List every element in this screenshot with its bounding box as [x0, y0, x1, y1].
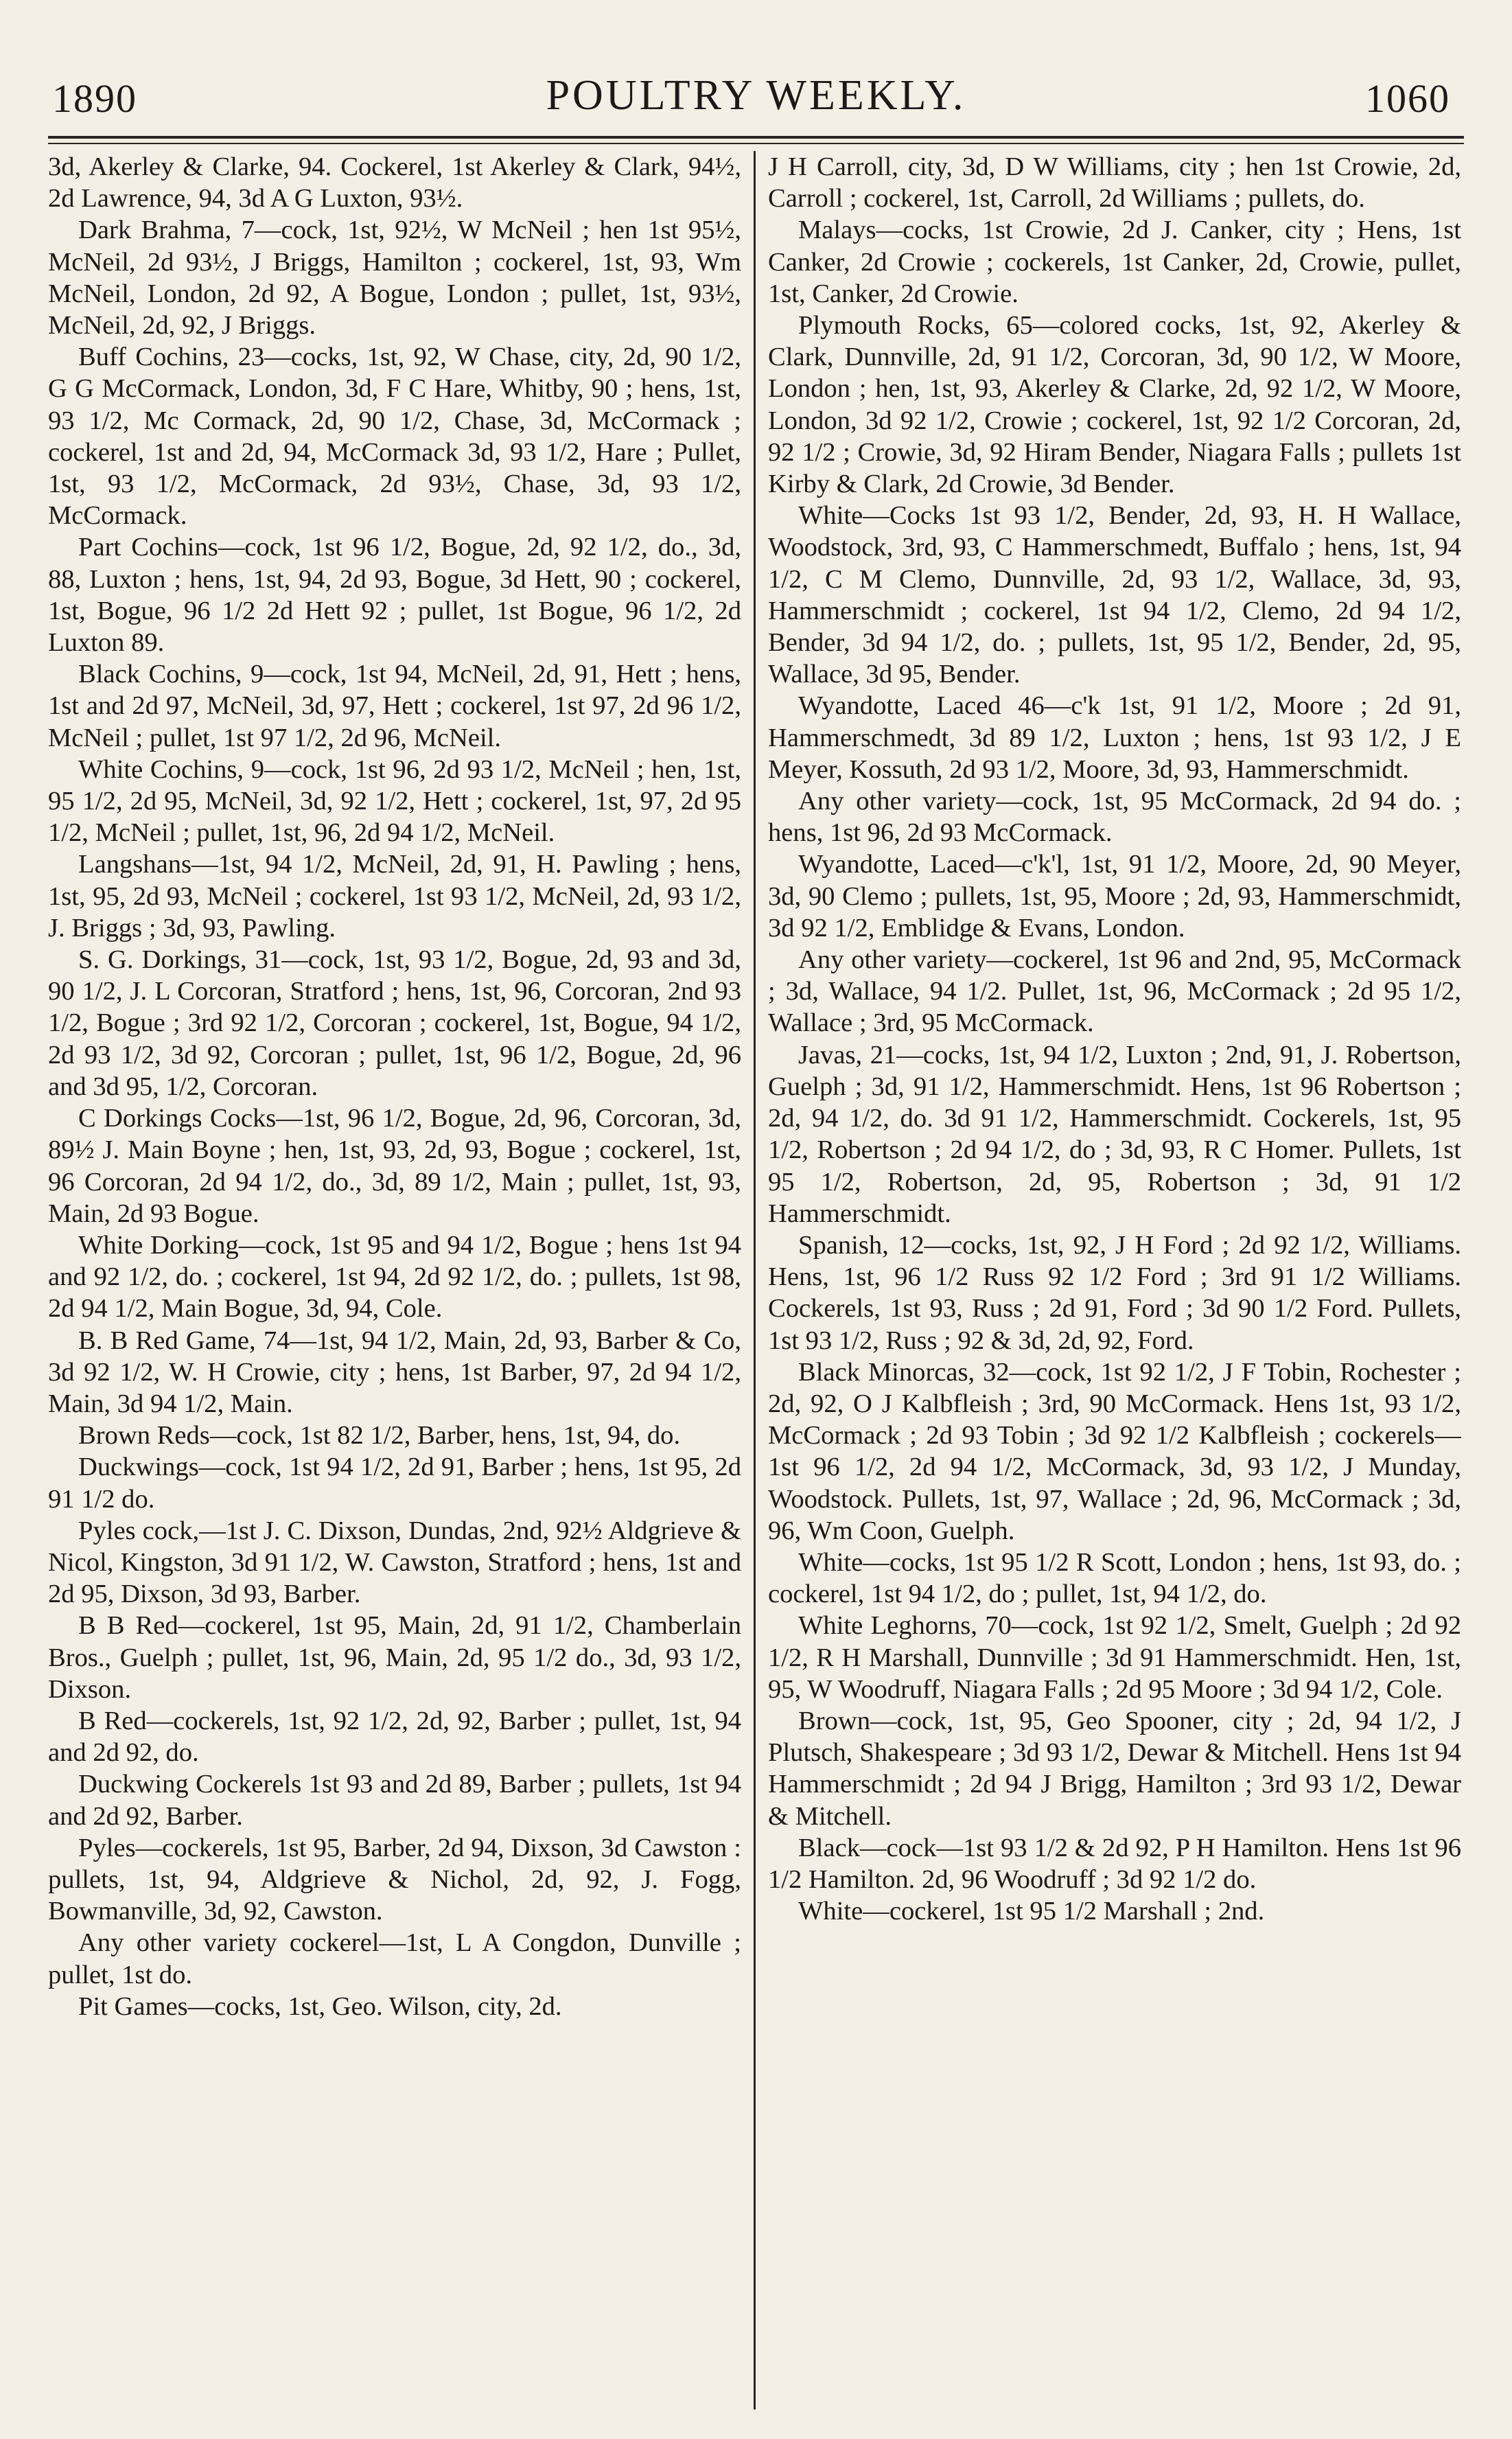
- list-item: Pyles—cockerels, 1st 95, Barber, 2d 94, Dixson, 3d Cawston : pullets, 1st, 94, Aldgrieve & Nichol, 2d, 92, J. Fogg, Bowmanville, 3d, 92, Cawston.: [48, 1833, 741, 1926]
- newspaper-page: [48, 48, 1464, 2409]
- list-item: Malays—cocks, 1st Crowie, 2d J. Canker, city ; Hens, 1st Canker, 2d Crowie ; cockerels, 1st Canker, 2d, Crowie, pullet, 1st, Canker, 2d Crowie.: [768, 216, 1461, 308]
- list-item: Wyandotte, Laced 46—c'k 1st, 91 1/2, Moore ; 2d 91, Hammerschmedt, 3d 89 1/2, Luxton ; hens, 1st 93 1/2, J E Meyer, Kossuth, 2d 93 1/2, Moore, 3d, 93, Hammerschmidt.: [768, 691, 1461, 784]
- list-item: White—cockerel, 1st 95 1/2 Marshall ; 2nd.: [798, 1897, 1265, 1926]
- list-item: Pit Games—cocks, 1st, Geo. Wilson, city, 2d.: [78, 1991, 562, 2021]
- list-item: Duckwings—cock, 1st 94 1/2, 2d 91, Barber ; hens, 1st 95, 2d 91 1/2 do.: [48, 1453, 741, 1514]
- list-item: Duckwing Cockerels 1st 93 and 2d 89, Barber ; pullets, 1st 94 and 2d 92, Barber.: [48, 1770, 741, 1831]
- header-rule: [48, 136, 1464, 139]
- list-item: White Leghorns, 70—cock, 1st 92 1/2, Smelt, Guelph ; 2d 92 1/2, R H Marshall, Dunnville ; 3d 91 Hammerschmidt. Hen, 1st, 95, W Woodruff, Niagara Falls ; 2d 95 Moore ; 3d 94 1/2, Cole.: [768, 1611, 1461, 1704]
- list-item: B Red—cockerels, 1st, 92 1/2, 2d, 92, Barber ; pullet, 1st, 94 and 2d 92, do.: [48, 1706, 741, 1768]
- list-item: White Dorking—cock, 1st 95 and 94 1/2, Bogue ; hens 1st 94 and 92 1/2, do. ; cockerel, 1st 94, 2d 92 1/2, do. ; pullets, 1st 98, 2d 94 1/2, Main Bogue, 3d, 94, Cole.: [48, 1230, 741, 1323]
- list-item: Any other variety—cockerel, 1st 96 and 2nd, 95, McCormack ; 3d, Wallace, 94 1/2. Pullet, 1st, 96, McCormack ; 2d 95 1/2, Wallace ; 3rd, 95 McCormack.: [768, 945, 1461, 1038]
- columns: [48, 151, 1464, 2409]
- list-item: Langshans—1st, 94 1/2, McNeil, 2d, 91, H. Pawling ; hens, 1st, 95, 2d 93, McNeil ; cockerel, 1st 93 1/2, McNeil, 2d, 93 1/2, J. Briggs ; 3d, 93, Pawling.: [48, 850, 741, 943]
- list-item: C Dorkings Cocks—1st, 96 1/2, Bogue, 2d, 96, Corcoran, 3d, 89½ J. Main Boyne ; hen, 1st, 93, 2d, 93, Bogue ; cockerel, 1st, 96 Corcoran, 2d 94 1/2, do., 3d, 89 1/2, Main ; pullet, 1st, 93, Main, 2d 93 Bogue.: [48, 1104, 741, 1228]
- list-item: White Cochins, 9—cock, 1st 96, 2d 93 1/2, McNeil ; hen, 1st, 95 1/2, 2d 95, McNeil, 3d, 92 1/2, Hett ; cockerel, 1st, 97, 2d 95 1/2, McNeil ; pullet, 1st, 96, 2d 94 1/2, McNeil.: [48, 754, 741, 848]
- list-item: Plymouth Rocks, 65—colored cocks, 1st, 92, Akerley & Clark, Dunnville, 2d, 91 1/2, Corcoran, 3d, 90 1/2, W Moore, London ; hen, 1st, 93, Akerley & Clarke, 2d, 92 1/2, W Moore, London, 3d 92 1/2, Crowie ; cockerel, 1st, 92 1/2 Corcoran, 2d, 92 1/2 ; Crowie, 3d, 92 Hiram Bender, Niagara Falls ; pullets 1st Kirby & Clark, 2d Crowie, 3d Bender.: [768, 311, 1461, 499]
- list-item: White—Cocks 1st 93 1/2, Bender, 2d, 93, H. H Wallace, Woodstock, 3rd, 93, C Hammerschmedt, Buffalo ; hens, 1st, 94 1/2, C M Clemo, Dunnville, 2d, 93 1/2, Wallace, 3d, 93, Hammerschmidt ; cockerel, 1st 94 1/2, Clemo, 2d 94 1/2, Bender, 3d 94 1/2, do. ; pullets, 1st, 95 1/2, Bender, 2d, 95, Wallace, 3d 95, Bender.: [768, 501, 1461, 689]
- list-item: Javas, 21—cocks, 1st, 94 1/2, Luxton ; 2nd, 91, J. Robertson, Guelph ; 3d, 91 1/2, Hammerschmidt. Hens, 1st 96 Robertson ; 2d, 94 1/2, do. 3d 91 1/2, Hammerschmidt. Cockerels, 1st, 95 1/2, Robertson ; 2d 94 1/2, do ; 3d, 93, R C Homer. Pullets, 1st 95 1/2, Robertson, 2d, 95, Robertson ; 3d, 91 1/2 Hammerschmidt.: [768, 1040, 1461, 1228]
- header-year: 1890: [52, 76, 137, 121]
- left-column: [48, 151, 754, 2409]
- list-item: Wyandotte, Laced—c'k'l, 1st, 91 1/2, Moore, 2d, 90 Meyer, 3d, 90 Clemo ; pullets, 1st, 95, Moore ; 2d, 93, Hammerschmidt, 3d 92 1/2, Emblidge & Evans, London.: [768, 850, 1461, 943]
- header-rule-thin: [48, 143, 1464, 144]
- list-item: J H Carroll, city, 3d, D W Williams, city ; hen 1st Crowie, 2d, Carroll ; cockerel, 1st, Carroll, 2d Williams ; pullets, do.: [768, 152, 1461, 213]
- list-item: B. B Red Game, 74—1st, 94 1/2, Main, 2d, 93, Barber & Co, 3d 92 1/2, W. H Crowie, city ; hens, 1st Barber, 97, 2d 94 1/2, Main, 3d 94 1/2, Main.: [48, 1326, 741, 1418]
- list-item: Any other variety cockerel—1st, L A Congdon, Dunville ; pullet, 1st do.: [48, 1928, 741, 1989]
- list-item: Brown Reds—cock, 1st 82 1/2, Barber, hens, 1st, 94, do.: [78, 1421, 681, 1450]
- list-item: Black Minorcas, 32—cock, 1st 92 1/2, J F Tobin, Rochester ; 2d, 92, O J Kalbfleish ; 3rd, 90 McCormack. Hens 1st, 93 1/2, McCormack ; 2d 93 Tobin ; 3d 92 1/2 Kalbfleish ; cockerels—1st 96 1/2, 2d 94 1/2, McCormack, 3d, 93 1/2, J Munday, Woodstock. Pullets, 1st, 97, Wallace ; 2d, 96, McCormack ; 3d, 96, Wm Coon, Guelph.: [768, 1357, 1461, 1545]
- list-item: Spanish, 12—cocks, 1st, 92, J H Ford ; 2d 92 1/2, Williams. Hens, 1st, 96 1/2 Russ 92 1/2 Ford ; 3rd 91 1/2 Williams. Cockerels, 1st 93, Russ ; 2d 91, Ford ; 3d 90 1/2 Ford. Pullets, 1st 93 1/2, Russ ; 92 & 3d, 2d, 92, Ford.: [768, 1230, 1461, 1355]
- right-column: [756, 151, 1461, 2409]
- list-item: Brown—cock, 1st, 95, Geo Spooner, city ; 2d, 94 1/2, J Plutsch, Shakespeare ; 3d 93 1/2, Dewar & Mitchell. Hens 1st 94 Hammerschmidt ; 2d 94 J Brigg, Hamilton ; 3rd 93 1/2, Dewar & Mitchell.: [768, 1706, 1461, 1831]
- list-item: Part Cochins—cock, 1st 96 1/2, Bogue, 2d, 92 1/2, do., 3d, 88, Luxton ; hens, 1st, 94, 2d 93, Bogue, 3d Hett, 90 ; cockerel, 1st, Bogue, 96 1/2 2d Hett 92 ; pullet, 1st Bogue, 96 1/2, 2d Luxton 89.: [48, 533, 741, 658]
- page-header: [48, 48, 1464, 124]
- list-item: Buff Cochins, 23—cocks, 1st, 92, W Chase, city, 2d, 90 1/2, G G McCormack, London, 3d, F C Hare, Whitby, 90 ; hens, 1st, 93 1/2, Mc Cormack, 2d, 90 1/2, Chase, 3d, McCormack ; cockerel, 1st and 2d, 94, McCormack 3d, 93 1/2, Hare ; Pullet, 1st, 93 1/2, McCormack, 2d 93½, Chase, 3d, 93 1/2, McCormack.: [48, 343, 741, 531]
- list-item: Black—cock—1st 93 1/2 & 2d 92, P H Hamilton. Hens 1st 96 1/2 Hamilton. 2d, 96 Woodruff ; 3d 92 1/2 do.: [768, 1833, 1461, 1894]
- list-item: B B Red—cockerel, 1st 95, Main, 2d, 91 1/2, Chamberlain Bros., Guelph ; pullet, 1st, 96, Main, 2d, 95 1/2 do., 3d, 93 1/2, Dixson.: [48, 1611, 741, 1704]
- page-title: POULTRY WEEKLY.: [546, 72, 966, 119]
- list-item: Black Cochins, 9—cock, 1st 94, McNeil, 2d, 91, Hett ; hens, 1st and 2d 97, McNeil, 3d, 97, Hett ; cockerel, 1st 97, 2d 96 1/2, McNeil ; pullet, 1st 97 1/2, 2d 96, McNeil.: [48, 660, 741, 752]
- list-item: Dark Brahma, 7—cock, 1st, 92½, W McNeil ; hen 1st 95½, McNeil, 2d 93½, J Briggs, Hamilton ; cockerel, 1st, 93, Wm McNeil, London, 2d 92, A Bogue, London ; pullet, 1st, 93½, McNeil, 2d, 92, J Briggs.: [48, 216, 741, 340]
- list-item: 3d, Akerley & Clarke, 94. Cockerel, 1st Akerley & Clark, 94½, 2d Lawrence, 94, 3d A G Luxton, 93½.: [48, 152, 741, 213]
- list-item: Pyles cock,—1st J. C. Dixson, Dundas, 2nd, 92½ Aldgrieve & Nicol, Kingston, 3d 91 1/2, W. Cawston, Stratford ; hens, 1st and 2d 95, Dixson, 3d 93, Barber.: [48, 1516, 741, 1609]
- list-item: Any other variety—cock, 1st, 95 McCormack, 2d 94 do. ; hens, 1st 96, 2d 93 McCormack.: [768, 787, 1461, 848]
- list-item: S. G. Dorkings, 31—cock, 1st, 93 1/2, Bogue, 2d, 93 and 3d, 90 1/2, J. L Corcoran, Stratford ; hens, 1st, 96, Corcoran, 2nd 93 1/2, Bogue ; 3rd 92 1/2, Corcoran ; cockerel, 1st, Bogue, 94 1/2, 2d 93 1/2, 3d 92, Corcoran ; pullet, 1st, 96 1/2, Bogue, 2d, 96 and 3d 95, 1/2, Corcoran.: [48, 945, 741, 1101]
- page-number: 1060: [1365, 76, 1450, 121]
- list-item: White—cocks, 1st 95 1/2 R Scott, London ; hens, 1st 93, do. ; cockerel, 1st 94 1/2, do ; pullet, 1st, 94 1/2, do.: [768, 1547, 1461, 1609]
